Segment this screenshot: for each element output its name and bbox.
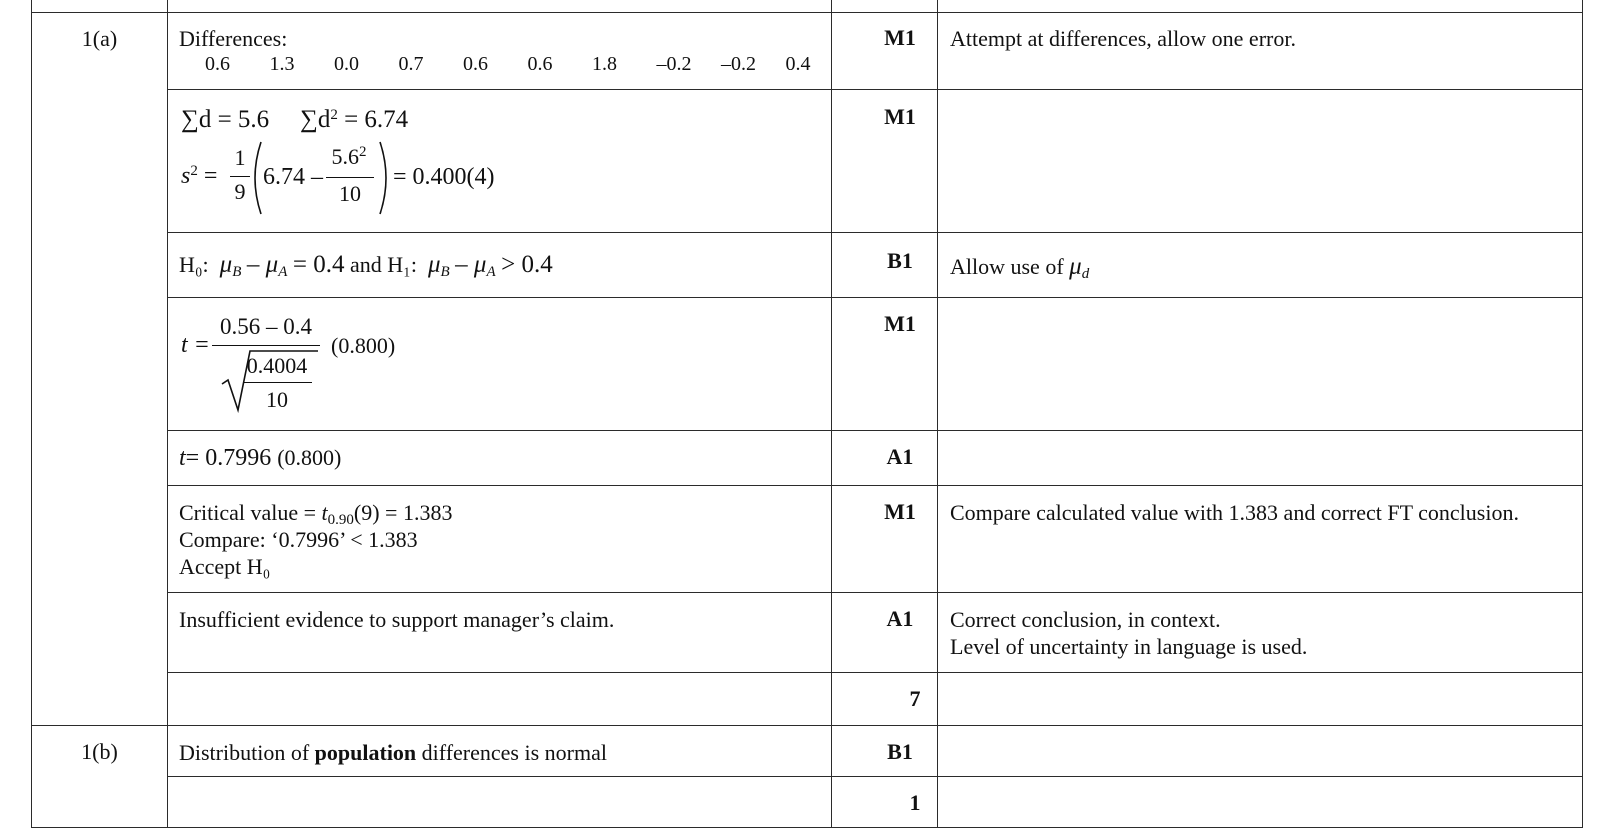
q1b-answer-a: Distribution of bbox=[179, 740, 310, 765]
guidance-hypotheses-text: Allow use of bbox=[950, 254, 1064, 279]
rule-row2 bbox=[168, 232, 1583, 233]
rule-col0 bbox=[31, 0, 32, 828]
mark-q1b: B1 bbox=[887, 739, 913, 764]
rule-row7 bbox=[168, 672, 1583, 673]
rule-row1 bbox=[168, 89, 1583, 90]
question-label-1b: 1(b) bbox=[81, 739, 118, 764]
one-ninth-bar bbox=[230, 176, 250, 177]
conclusion-text: Insufficient evidence to support manager’s claim. bbox=[179, 607, 615, 632]
rule-row5 bbox=[168, 485, 1583, 486]
s-squared-lhs: $s^2$ = bbox=[181, 163, 218, 189]
differences-title: Differences: bbox=[179, 26, 288, 51]
h0-label: H₀: bbox=[179, 252, 209, 277]
q1b-answer-b: differences is normal bbox=[421, 740, 607, 765]
critical-sub: 0.90 bbox=[327, 512, 354, 528]
sigma-d2-rhs: = 6.74 bbox=[344, 106, 409, 133]
rule-row4 bbox=[168, 430, 1583, 431]
rule-row3 bbox=[168, 297, 1583, 298]
difference-value: 0.6 bbox=[527, 53, 553, 75]
mark-hypotheses: B1 bbox=[887, 248, 913, 273]
difference-value: 0.4 bbox=[785, 53, 811, 75]
t-formula-lhs: t = bbox=[181, 332, 210, 358]
guidance-differences: Attempt at differences, allow one error. bbox=[950, 26, 1296, 51]
inner-den: 10 bbox=[339, 181, 361, 206]
rule-col4 bbox=[1582, 0, 1583, 828]
h1-value: > 0.4 bbox=[501, 251, 553, 278]
t-value: = 0.7996 bbox=[185, 445, 272, 471]
sigma-d2-lhs: ∑d bbox=[300, 106, 331, 133]
critical-text: Critical value = bbox=[179, 500, 317, 525]
total-1a: 7 bbox=[909, 686, 921, 711]
right-paren-large bbox=[377, 140, 393, 216]
guidance-critical: Compare calculated value with 1.383 and correct FT conclusion. bbox=[950, 500, 1519, 525]
mark-tstat: M1 bbox=[884, 311, 916, 336]
difference-value: 0.7 bbox=[398, 53, 424, 75]
h0-value: = 0.4 bbox=[292, 251, 345, 278]
t-value-line: t= 0.7996 (0.800) bbox=[179, 445, 342, 471]
critical-line2: Compare: ‘0.7996’ < 1.383 bbox=[179, 527, 418, 552]
difference-value: 0.0 bbox=[334, 53, 359, 75]
difference-value: –0.2 bbox=[721, 53, 756, 75]
variance-result: = 0.400(4) bbox=[393, 164, 495, 190]
difference-value: 1.8 bbox=[592, 53, 617, 75]
inner-num: $5.6^2$ bbox=[331, 144, 367, 169]
sigma-d2: $\sum d^2 = 6.74$ bbox=[300, 106, 409, 133]
one-ninth-den: 9 bbox=[234, 179, 246, 204]
sigma-d bbox=[181, 106, 269, 133]
mark-sums: M1 bbox=[884, 104, 916, 129]
left-paren-large bbox=[248, 140, 264, 216]
mark-conclusion: A1 bbox=[886, 606, 914, 631]
q1b-answer bbox=[179, 739, 607, 766]
t-formula-bar bbox=[212, 345, 320, 346]
rule-row6 bbox=[168, 592, 1583, 593]
rule-q1b-top bbox=[31, 725, 1583, 726]
inner-num-text: 5.6 bbox=[331, 144, 359, 169]
mark-tvalue: A1 bbox=[886, 444, 914, 469]
hypotheses-line: H₀: $\mu_B - \mu_A = 0.4$ and H₁: $\mu_B - \mu_A > 0.4$ bbox=[179, 251, 553, 280]
q1b-answer-bold: population bbox=[314, 740, 417, 765]
s-symbol: s bbox=[181, 163, 191, 189]
sqrt-num: 0.4004 bbox=[246, 353, 308, 378]
sigma-d-text: ∑d = 5.6 bbox=[181, 106, 270, 133]
critical-value: (9) = 1.383 bbox=[353, 500, 453, 525]
guidance-conclusion-1: Correct conclusion, in context. bbox=[950, 607, 1221, 632]
guidance-hypotheses: Allow use of $\mu_d$ bbox=[950, 253, 1090, 282]
difference-value: –0.2 bbox=[656, 53, 692, 75]
t-formula-approx: (0.800) bbox=[331, 333, 396, 358]
rule-col1 bbox=[167, 0, 168, 828]
critical-line3: Accept H₀ bbox=[179, 554, 271, 579]
rule-q1b-mid bbox=[168, 776, 1583, 777]
total-1b: 1 bbox=[909, 790, 921, 815]
t-formula-num: 0.56 – 0.4 bbox=[220, 314, 312, 339]
t-value-approx: (0.800) bbox=[277, 445, 342, 470]
inner-bar bbox=[326, 177, 374, 178]
difference-value: 0.6 bbox=[463, 53, 488, 75]
rule-bottom bbox=[31, 827, 1583, 828]
rule-col3 bbox=[937, 0, 938, 828]
difference-value: 1.3 bbox=[269, 53, 295, 75]
mark-critical: M1 bbox=[884, 499, 916, 524]
sqrt-den: 10 bbox=[266, 387, 288, 412]
guidance-conclusion-2: Level of uncertainty in language is used. bbox=[950, 634, 1308, 659]
one-ninth-num: 1 bbox=[234, 145, 246, 170]
question-label-1a: 1(a) bbox=[81, 26, 118, 51]
sqrt-inner-bar bbox=[244, 382, 312, 383]
critical-t: t bbox=[321, 500, 328, 525]
rule-top bbox=[31, 12, 1583, 13]
inner-6-74: 6.74 – bbox=[263, 164, 323, 190]
and-h1-label: and H₁: bbox=[350, 252, 417, 277]
mark-differences: M1 bbox=[884, 25, 916, 50]
difference-value: 0.6 bbox=[205, 53, 230, 75]
